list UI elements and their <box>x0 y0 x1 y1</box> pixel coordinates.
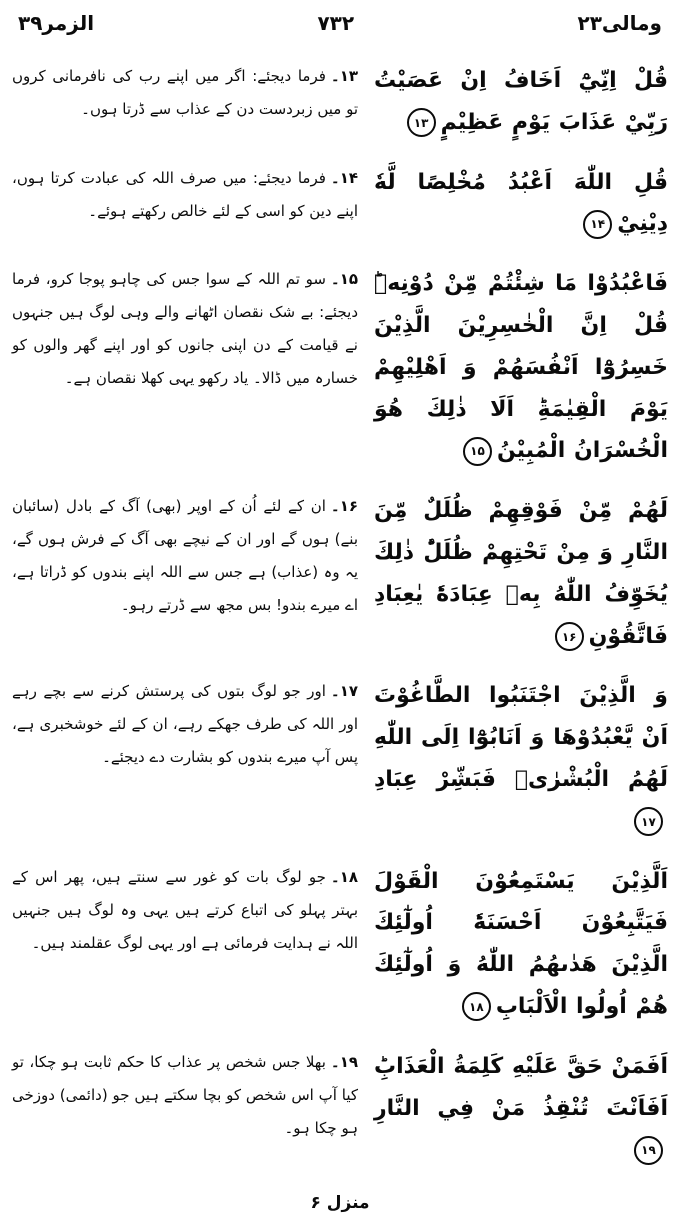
arabic-verse-block <box>374 675 668 842</box>
verse-number-badge: ۱۸ <box>462 992 491 1021</box>
urdu-translation-text: بھلا جس شخص پر عذاب کا حکم ثابت ہو چکا، تو کیا آپ اس شخص کو بچا سکتے ہیں جو (دائمی) دوزخی ہو چکا ہو۔ <box>12 1052 358 1137</box>
urdu-translation-text: فرما دیجئے: میں صرف اللہ کی عبادت کرتا ہوں، اپنے دین کو اسی کے لئے خالص رکھتے ہوئے۔ <box>12 168 358 220</box>
verse-number-badge: ۱۶ <box>555 622 584 651</box>
verse-number-badge: ۱۳ <box>407 108 436 137</box>
verse-number-badge: ۱۷ <box>634 807 663 836</box>
urdu-translation-paragraph <box>12 1046 358 1145</box>
verse-row <box>12 675 668 842</box>
verse-row <box>12 1046 668 1171</box>
urdu-translation-paragraph <box>12 675 358 774</box>
urdu-translation-text: ان کے لئے اُن کے اوپر (بھی) آگ کے بادل (سائبان بنے) ہوں گے اور ان کے نیچے بھی آگ کے فرش ہوں گے، یہ وہ (عذاب) ہے جس سے اللہ اپنے بندوں کو ڈراتا ہے، اے میرے بندو! بس مجھ سے ڈرتے رہو۔ <box>12 497 358 615</box>
urdu-translation-text: جو لوگ بات کو غور سے سنتے ہیں، پھر اس کے بہتر پہلو کی اتباع کرتے ہیں یہی وہ لوگ ہیں جنہیں اللہ نے ہدایت فرمائی ہے اور یہی لوگ عقلمند ہیں۔ <box>12 867 358 952</box>
page-footer <box>8 1189 672 1221</box>
urdu-translation-paragraph <box>12 263 358 395</box>
arabic-verse-text: قُلْ اِنِّيْٓ اَخَافُ اِنْ عَصَيْتُ رَبِّيْ عَذَابَ يَوْمٍ عَظِيْمٍ <box>374 68 668 135</box>
verse-row <box>12 861 668 1028</box>
urdu-verse-number: ۱۵۔ <box>330 270 358 289</box>
urdu-translation-text: فرما دیجئے: اگر میں اپنے رب کی نافرمانی کروں تو میں زبردست دن کے عذاب سے ڈرتا ہوں۔ <box>12 67 358 118</box>
verses-area <box>8 60 672 1189</box>
urdu-translation-paragraph <box>12 490 358 622</box>
verse-row <box>12 263 668 472</box>
arabic-verse-text: اَفَمَنْ حَقَّ عَلَيْهِ كَلِمَةُ الْعَذَابِؕ اَفَاَنْتَ تُنْقِذُ مَنْ فِي النَّارِ <box>374 1053 668 1121</box>
arabic-verse-text: قُلِ اللّٰهَ اَعْبُدُ مُخْلِصًا لَّهٗ دِيْنِيْ <box>374 169 668 237</box>
verse-number-badge: ۱۴ <box>583 210 612 239</box>
arabic-verse-text: وَ الَّذِيْنَ اجْتَنَبُوا الطَّاغُوْتَ اَنْ يَّعْبُدُوْهَا وَ اَنَابُوْٓا اِلَى اللّٰهِ لَهُمُ الْبُشْرٰىۚ فَبَشِّرْ عِبَادِ <box>374 683 668 792</box>
verse-row <box>12 490 668 657</box>
verse-row <box>12 60 668 144</box>
urdu-translation-text: سو تم اللہ کے سوا جس کی چاہو پوجا کرو، فرما دیجئے: بے شک نقصان اٹھانے والے وہی لوگ ہیں جنہوں نے قیامت کے دن اپنی جانوں کو اور اپنے گھر والوں کو خسارہ میں ڈالا۔ یاد رکھو یہی کھلا نقصان ہے۔ <box>12 270 358 388</box>
arabic-verse-block <box>374 1046 668 1171</box>
arabic-verse-text: فَاعْبُدُوْا مَا شِئْتُمْ مِّنْ دُوْنِهٖؕ قُلْ اِنَّ الْخٰسِرِيْنَ الَّذِيْنَ خَسِرُوْٓا اَنْفُسَهُمْ وَ اَهْلِيْهِمْ يَوْمَ الْقِيٰمَةِؕ اَلَا ذٰلِكَ هُوَ الْخُسْرَانُ الْمُبِيْنُ <box>374 271 668 464</box>
arabic-verse-block <box>374 263 668 472</box>
arabic-verse-block <box>374 162 668 246</box>
urdu-verse-number: ۱۹۔ <box>330 1052 358 1071</box>
arabic-verse-block <box>374 861 668 1028</box>
urdu-translation-paragraph <box>12 162 358 228</box>
arabic-verse-block <box>374 60 668 144</box>
page-number: ۷۳۲ <box>317 11 355 35</box>
verse-number-badge: ۱۵ <box>463 437 492 466</box>
urdu-verse-number: ۱۷۔ <box>330 682 358 701</box>
urdu-translation-paragraph <box>12 60 358 126</box>
arabic-verse-text: لَهُمْ مِّنْ فَوْقِهِمْ ظُلَلٌ مِّنَ النَّارِ وَ مِنْ تَحْتِهِمْ ظُلَلٌؕ ذٰلِكَ يُخَوِّفُ اللّٰهُ بِهٖ عِبَادَهٗؕ يٰعِبَادِ فَاتَّقُوْنِ <box>374 498 668 649</box>
urdu-verse-number: ۱۴۔ <box>330 168 358 187</box>
urdu-verse-number: ۱۶۔ <box>330 497 358 516</box>
surah-name-label: الزمر۳۹ <box>18 11 95 35</box>
page-header <box>8 8 672 36</box>
arabic-verse-text: اَلَّذِيْنَ يَسْتَمِعُوْنَ الْقَوْلَ فَيَتَّبِعُوْنَ اَحْسَنَهٗؕ اُولٰٓئِكَ الَّذِيْنَ هَدٰىهُمُ اللّٰهُ وَ اُولٰٓئِكَ هُمْ اُولُوا الْاَلْبَابِ <box>374 868 668 1019</box>
arabic-verse-block <box>374 490 668 657</box>
verse-number-badge: ۱۹ <box>634 1136 663 1165</box>
urdu-translation-text: اور جو لوگ بتوں کی پرستش کرنے سے بچے رہے اور اللہ کی طرف جھکے رہے، ان کے لئے خوشخبری ہے، پس آپ میرے بندوں کو بشارت دے دیجئے۔ <box>12 682 358 767</box>
urdu-translation-paragraph <box>12 861 358 960</box>
manzil-label: منزل ۶ <box>310 1193 370 1214</box>
juz-marker-label: ومالی۲۳ <box>577 11 662 35</box>
verse-row <box>12 162 668 246</box>
urdu-verse-number: ۱۳۔ <box>330 67 358 85</box>
urdu-verse-number: ۱۸۔ <box>330 867 358 886</box>
